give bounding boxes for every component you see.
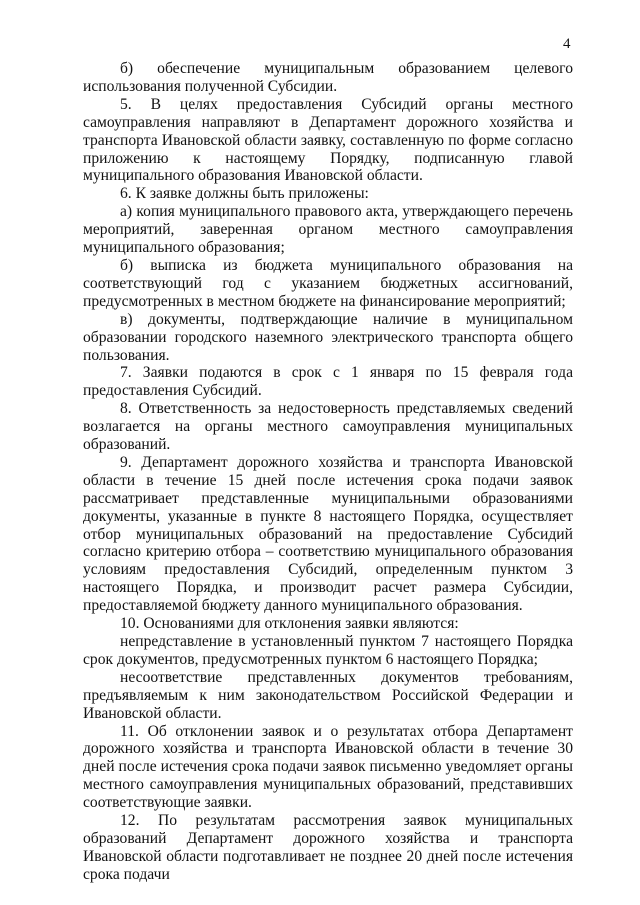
paragraph-8: 8. Ответственность за недостоверность представляемых сведений возлагается на органы местного самоуправления муниципальных образований.: [83, 400, 573, 454]
page-number: 4: [563, 36, 571, 52]
paragraph-6: 6. К заявке должны быть приложены:: [120, 185, 369, 203]
paragraph-6b: б) выписка из бюджета муниципального образования на соответствующий год с указанием бюджетных ассигнований, предусмотренных в местном бюджете на финансирование мероприятий;: [83, 256, 573, 310]
paragraph-7: 7. Заявки подаются в срок с 1 января по 15 февраля года предоставления Субсидий.: [83, 364, 573, 400]
paragraph-5: 5. В целях предоставления Субсидий органы местного самоуправления направляют в Департамент дорожного хозяйства и транспорта Ивановской области заявку, составленную по форме согласно приложению к настоящему Порядку, подписанную главой муниципального образования Ивановской области.: [83, 95, 573, 185]
paragraph-11: 11. Об отклонении заявок и о результатах отбора Департамент дорожного хозяйства и транспорта Ивановской области в течение 30 дней после истечения срока подачи заявок письменно уведомляет органы местного самоуправления муниципальных образований, представивших соответствующие заявки.: [83, 722, 573, 812]
paragraph-10-item-2: несоответствие представленных документов требованиям, предъявляемым к ним законодательством Российской Федерации и Ивановской области.: [83, 668, 573, 722]
paragraph-9: 9. Департамент дорожного хозяйства и транспорта Ивановской области в течение 15 дней после истечения срока подачи заявок рассматривает представленные муниципальными образованиями документы, указанные в пункте 8 настоящего Порядка, осуществляет отбор муниципальных образований на предоставление Субсидий согласно критерию отбора – соответствию муниципального образования условиям предоставления Субсидий, определенным пунктом 3 настоящего Порядка, и производит расчет размера Субсидии, предоставляемой бюджету данного муниципального образования.: [83, 453, 573, 615]
paragraph-6a: а) копия муниципального правового акта, утверждающего перечень мероприятий, заверенная органом местного самоуправления муниципального образования;: [83, 203, 573, 257]
paragraph-10-item-1: непредставление в установленный пунктом 7 настоящего Порядка срок документов, предусмотренных пунктом 6 настоящего Порядка;: [83, 633, 573, 668]
paragraph-6b-end: б) обеспечение муниципальным образованием целевого использования полученной Субсидии.: [83, 60, 573, 95]
paragraph-12: 12. По результатам рассмотрения заявок муниципальных образований Департамент дорожного хозяйства и транспорта Ивановской области подготавливает не позднее 20 дней после истечения срока подачи: [83, 812, 573, 883]
paragraph-6v: в) документы, подтверждающие наличие в муниципальном образовании городского наземного электрического транспорта общего пользования.: [83, 310, 573, 364]
document-body: [83, 60, 573, 884]
paragraph-10: 10. Основаниями для отклонения заявки являются:: [120, 615, 459, 633]
